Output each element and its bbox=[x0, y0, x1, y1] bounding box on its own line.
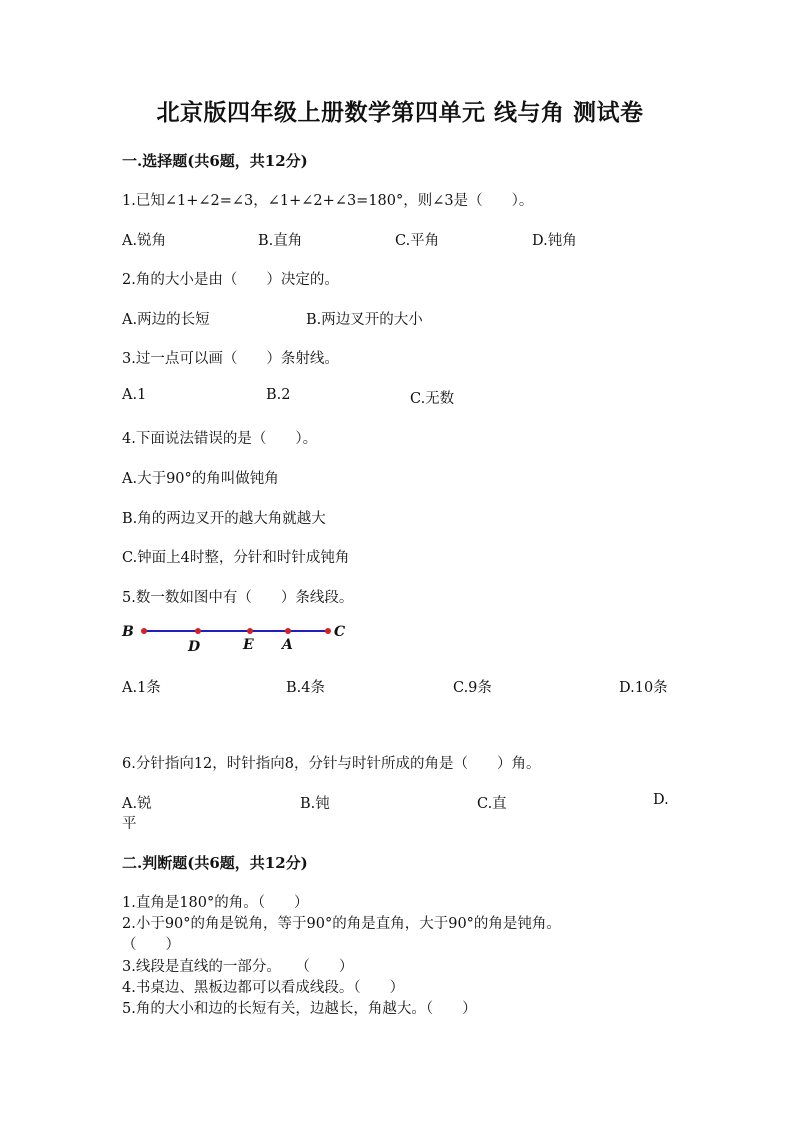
point-b bbox=[141, 628, 147, 634]
section-heading-choice: 一.选择题(共6题，共12分) bbox=[122, 152, 308, 170]
question-6-option-a: A.锐 bbox=[122, 796, 152, 812]
question-5-stem: 5.数一数如图中有（ ）条线段。 bbox=[122, 590, 354, 606]
question-1-option-c: C.平角 bbox=[395, 233, 440, 249]
point-a bbox=[285, 628, 291, 634]
question-6-option-d-wrap: 平 bbox=[122, 816, 137, 832]
question-3-option-b: B.2 bbox=[266, 387, 291, 403]
question-5-option-c: C.9条 bbox=[453, 680, 492, 696]
page-title: 北京版四年级上册数学第四单元 线与角 测试卷 bbox=[156, 99, 644, 126]
judge-item-2: 2.小于90°的角是锐角，等于90°的角是直角，大于90°的角是钝角。 bbox=[122, 916, 561, 932]
question-1-option-a: A.锐角 bbox=[122, 233, 167, 249]
judge-item-2-blank: （ ） bbox=[122, 937, 180, 953]
question-2-option-b: B.两边叉开的大小 bbox=[306, 312, 423, 328]
question-6-stem: 6.分针指向12，时针指向8，分针与时针所成的角是（ ）角。 bbox=[122, 756, 541, 772]
question-4-option-b: B.角的两边叉开的越大角就越大 bbox=[122, 511, 326, 527]
question-5-option-d: D.10条 bbox=[619, 680, 668, 696]
question-6-option-b: B.钝 bbox=[300, 796, 330, 812]
question-6-option-d: D. bbox=[653, 792, 669, 808]
point-d bbox=[195, 628, 201, 634]
point-label-b: B bbox=[122, 624, 134, 640]
point-c bbox=[325, 628, 331, 634]
point-label-c: C bbox=[334, 624, 346, 640]
question-4-option-a: A.大于90°的角叫做钝角 bbox=[122, 471, 279, 487]
judge-item-5: 5.角的大小和边的长短有关，边越长，角越大。（ ） bbox=[122, 1001, 477, 1017]
question-4-stem: 4.下面说法错误的是（ ）。 bbox=[122, 431, 318, 447]
judge-item-3: 3.线段是直线的一部分。 （ ） bbox=[122, 959, 354, 975]
point-e bbox=[247, 628, 253, 634]
point-label-d: D bbox=[188, 639, 201, 655]
point-label-a: A bbox=[282, 637, 293, 653]
question-1-option-b: B.直角 bbox=[258, 233, 303, 249]
section-heading-judge: 二.判断题(共6题，共12分) bbox=[122, 854, 308, 872]
judge-item-4: 4.书桌边、黑板边都可以看成线段。（ ） bbox=[122, 980, 405, 996]
question-6-option-c: C.直 bbox=[477, 796, 507, 812]
question-1-stem: 1.已知∠1+∠2=∠3，∠1+∠2+∠3=180°，则∠3是（ ）。 bbox=[122, 193, 534, 209]
segment-figure bbox=[118, 618, 358, 658]
question-5-option-b: B.4条 bbox=[286, 680, 325, 696]
question-3-option-a: A.1 bbox=[122, 387, 147, 403]
point-label-e: E bbox=[243, 637, 254, 653]
question-3-option-c: C.无数 bbox=[410, 391, 455, 407]
question-5-option-a: A.1条 bbox=[122, 680, 161, 696]
judge-item-1: 1.直角是180°的角。（ ） bbox=[122, 895, 309, 911]
question-2-option-a: A.两边的长短 bbox=[122, 312, 210, 328]
question-4-option-c: C.钟面上4时整，分针和时针成钝角 bbox=[122, 550, 350, 566]
question-2-stem: 2.角的大小是由（ ）决定的。 bbox=[122, 272, 339, 288]
question-1-option-d: D.钝角 bbox=[532, 233, 577, 249]
question-3-stem: 3.过一点可以画（ ）条射线。 bbox=[122, 351, 339, 367]
